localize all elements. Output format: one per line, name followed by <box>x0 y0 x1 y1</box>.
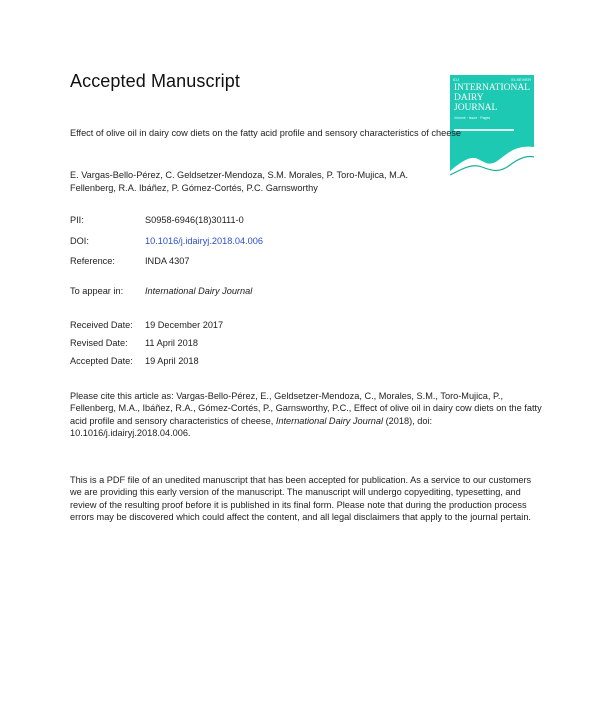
citation-journal: International Dairy Journal <box>275 415 384 426</box>
cover-title-line: DAIRY <box>454 93 484 103</box>
reference-value: INDA 4307 <box>145 256 190 266</box>
accepted-value: 19 April 2018 <box>145 356 199 366</box>
cover-journal-title <box>454 83 532 113</box>
pii-value: S0958-6946(18)30111-0 <box>145 215 244 225</box>
citation-doi: (2018), doi: 10.1016/j.idairyj.2018.04.006. <box>70 415 433 438</box>
pii-label: PII: <box>70 215 84 225</box>
received-label: Received Date: <box>70 320 133 330</box>
cover-title-line: JOURNAL <box>454 103 498 113</box>
doi-label: DOI: <box>70 236 89 246</box>
page-heading: Accepted Manuscript <box>70 71 240 91</box>
journal-name: International Dairy Journal <box>145 286 253 296</box>
revised-value: 11 April 2018 <box>145 338 198 348</box>
article-title: Effect of olive oil in dairy cow diets on the fatty acid profile and sensory characteristics of cheese <box>70 128 462 138</box>
citation-paragraph <box>70 390 542 439</box>
article-authors: E. Vargas-Bello-Pérez, C. Geldsetzer-Mendoza, S.M. Morales, P. Toro-Mujica, M.A. Fellenberg, R.A. Ibáñez, P. Gómez-Cortés, P.C. Garnsworthy <box>70 170 409 193</box>
cover-title-line: INTERNATIONAL <box>454 83 530 93</box>
revised-label: Revised Date: <box>70 338 128 348</box>
received-value: 19 December 2017 <box>145 320 224 330</box>
reference-label: Reference: <box>70 256 115 266</box>
cover-small-text: Volume · Issue · Pages <box>454 116 491 120</box>
cover-publisher-mark: IDJ <box>453 77 459 82</box>
citation-text: Please cite this article as: Vargas-Bello-Pérez, E., Geldsetzer-Mendoza, C., Morales, S.M., Toro-Mujica, P., Fellenberg, M.A., Ibáñez, R.A., Gómez-Cortés, P., Garnsworthy, P.C., Effect of olive oil in dairy cow diets on the fatty acid profile and sensory characteristics of cheese, <box>70 391 542 426</box>
disclaimer-paragraph: This is a PDF file of an unedited manuscript that has been accepted for publication. As a service to our customers we are providing this early version of the manuscript. The manuscript will undergo copyediting, typesetting, and review of the resulting proof before it is published in its final form. Please note that during the production process errors may be discovered which could affect the content, and all legal disclaimers that apply to the journal pertain. <box>70 475 532 522</box>
doi-link[interactable]: 10.1016/j.idairyj.2018.04.006 <box>145 236 263 246</box>
appear-label: To appear in: <box>70 286 124 296</box>
accepted-label: Accepted Date: <box>70 356 133 366</box>
cover-elsevier-mark: ELSEVIER <box>511 77 531 82</box>
